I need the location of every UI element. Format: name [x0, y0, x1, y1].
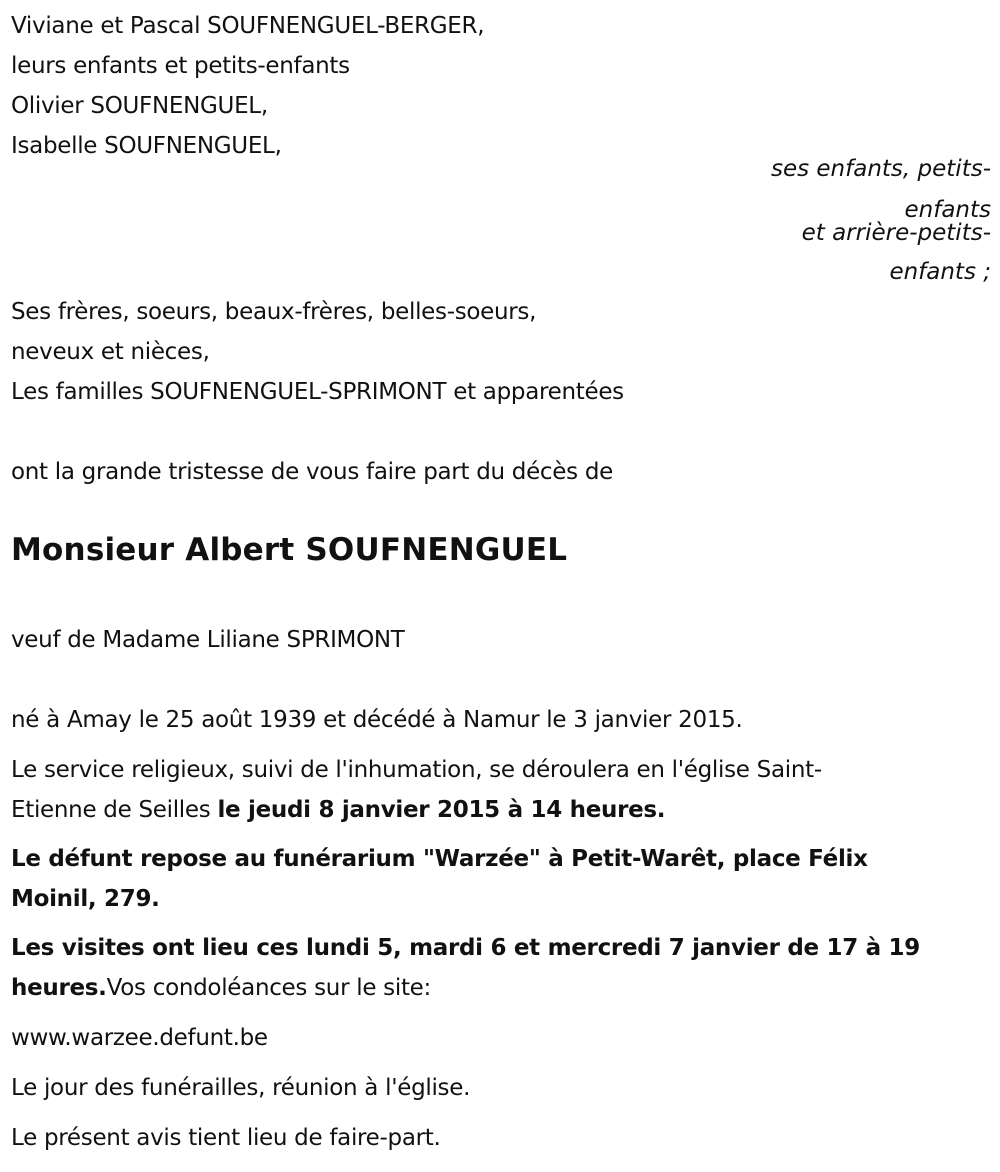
family-role: enfants	[904, 197, 991, 223]
relatives-line: Ses frères, soeurs, beaux-frères, belles-soeurs,	[11, 299, 537, 325]
website-link[interactable]	[11, 1023, 268, 1053]
funerarium-line: Le défunt repose au funérarium "Warzée" à Petit-Warêt, place Félix	[11, 846, 868, 872]
funerarium-line: Moinil, 279.	[11, 886, 160, 912]
service-line	[11, 795, 665, 825]
relatives-line: neveux et nièces,	[11, 339, 210, 365]
family-line: Isabelle SOUFNENGUEL,	[11, 133, 282, 159]
notice-info: Le présent avis tient lieu de faire-part.	[11, 1125, 441, 1151]
family-line: leurs enfants et petits-enfants	[11, 53, 350, 79]
birth-death: né à Amay le 25 août 1939 et décédé à Namur le 3 janvier 2015.	[11, 707, 743, 733]
deceased-name: Monsieur Albert SOUFNENGUEL	[11, 532, 568, 568]
meeting-info: Le jour des funérailles, réunion à l'église.	[11, 1075, 471, 1101]
family-line: Olivier SOUFNENGUEL,	[11, 93, 268, 119]
service-datetime: le jeudi 8 janvier 2015 à 14 heures.	[217, 797, 666, 823]
family-role: ses enfants, petits-	[770, 156, 991, 182]
family-line: Viviane et Pascal SOUFNENGUEL-BERGER,	[11, 13, 485, 39]
visits-hours: heures.	[11, 975, 107, 1001]
visits-line: Les visites ont lieu ces lundi 5, mardi 6 et mercredi 7 janvier de 17 à 19	[11, 935, 920, 961]
visits-line	[11, 973, 431, 1003]
family-role: enfants ;	[889, 259, 991, 285]
website-url[interactable]: www.warzee.defunt.be	[11, 1025, 268, 1051]
relatives-line: Les familles SOUFNENGUEL-SPRIMONT et apparentées	[11, 379, 624, 405]
service-line: Le service religieux, suivi de l'inhumation, se déroulera en l'église Saint-	[11, 757, 822, 783]
widower-of: veuf de Madame Liliane SPRIMONT	[11, 627, 405, 653]
announcement: ont la grande tristesse de vous faire part du décès de	[11, 459, 613, 485]
family-role: et arrière-petits-	[801, 220, 991, 246]
service-location: Etienne de Seilles	[11, 797, 218, 823]
condolences-text: Vos condoléances sur le site:	[106, 975, 431, 1001]
